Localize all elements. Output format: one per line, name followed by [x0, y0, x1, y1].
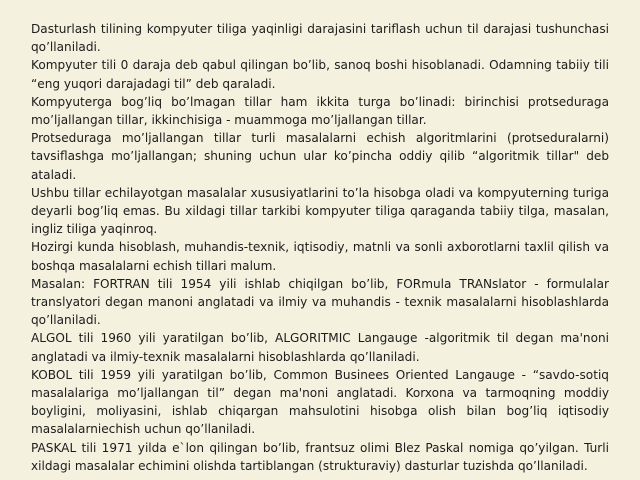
paragraph-paskal: PASKAL tili 1971 yilda e`lon qilingan bo’lib, frantsuz olimi Blez Paskal nomiga qo’yilgan. Turli xildagi masalalar echimini olishda tartiblangan (strukturaviy) dasturlar tuzishda qo’llaniladi. [31, 440, 609, 473]
paragraph-kobol: KOBOL tili 1959 yili yaratilgan bo’lib, Common Businees Oriented Langauge - “savdo-sotiq masalalariga mo’ljallangan til” degan ma'noni anglatadi. Korxona va tarmoqning moddiy boyligini, moliyasini, ishlab chiqargan mahsulotini hisobga olish bilan bog’liq iqtisodiy masalalarniechish uchun qo’llaniladi. [31, 367, 609, 437]
paragraph-tillar-turlari: Kompyuterga bog’liq bo’lmagan tillar ham ikkita turga bo’linadi: birinchisi protseduraga mo’ljallangan tillar, ikkinchisiga - muammoga mo’ljallangan tillar. [31, 94, 609, 128]
paragraph-fortran: Masalan: FORTRAN tili 1954 yili ishlab chiqilgan bo’lib, FORmula TRANslator - formulalar translyatori degan manoni anglatadi va ilmiy va muhandis - texnik masalalarni hisoblashlarda qo’llaniladi. [31, 276, 609, 328]
paragraph-til-darajasi: Dasturlash tilining kompyuter tiliga yaqinligi darajasini tariflash uchun til darajasi tushunchasi qo’llaniladi. [31, 22, 609, 55]
paragraph-kompyuter-tili: Kompyuter tili 0 daraja deb qabul qilingan bo’lib, sanoq boshi hisoblanadi. Odamning tabiiy tili “eng yuqori darajadagi til” deb qaraladi. [31, 58, 609, 91]
paragraph-hozirgi-kunda: Hozirgi kunda hisoblash, muhandis-texnik, iqtisodiy, matnli va sonli axborotlarni taxlil qilish va boshqa masalalarni echish tillari malum. [31, 240, 609, 273]
paragraph-algol: ALGOL tili 1960 yili yaratilgan bo’lib, ALGORITMIC Langauge -algoritmik til degan ma'noni anglatadi va ilmiy-texnik masalalarni hisoblashlarda qo’llaniladi. [31, 331, 609, 364]
paragraph-protsedura-tillar: Protseduraga mo’ljallangan tillar turli masalalarni echish algoritmlarini (protseduralarni) tavsiflashga mo’ljallangan; shuning uchun ular ko’pincha oddiy qilib “algoritmik tillar" deb ataladi. [31, 131, 609, 182]
paragraph-ushbu-tillar: Ushbu tillar echilayotgan masalalar xususiyatlarini to’la hisobga oladi va kompyuterning turiga deyarli bog’liq emas. Bu xildagi tillar tarkibi kompyuter tiliga qaraganda tabiiy tilga, masalan, ingliz tiliga yaqinroq. [31, 185, 609, 237]
